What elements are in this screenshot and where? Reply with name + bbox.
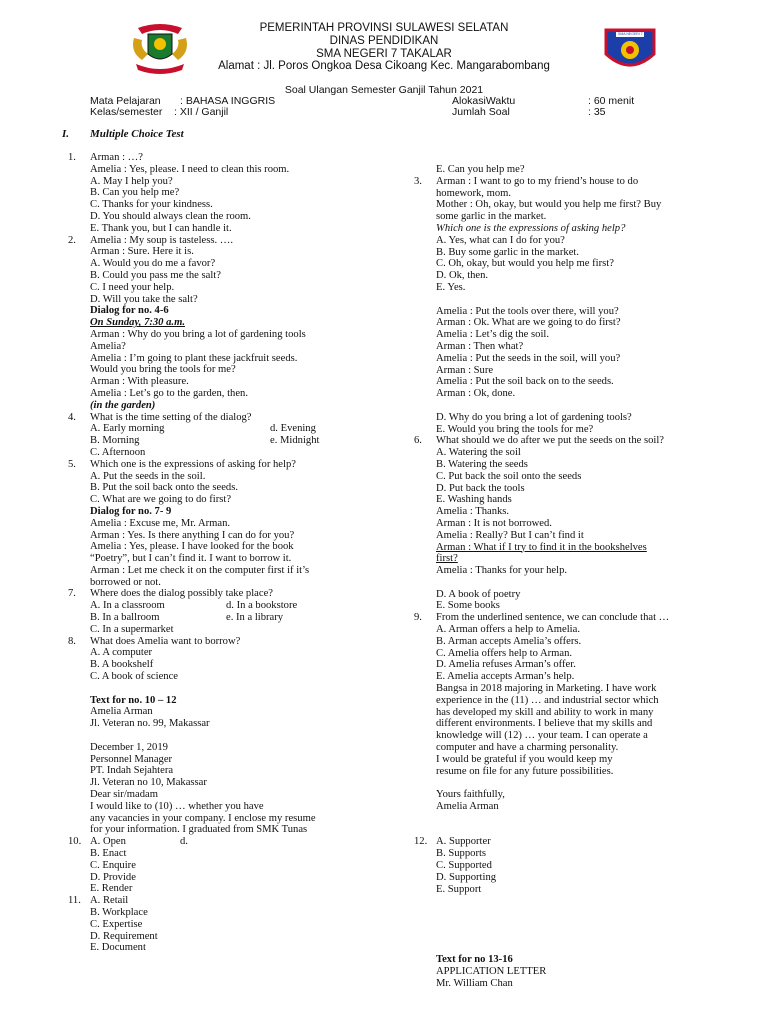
line-text: Amelia : Excuse me, Mr. Arman. (90, 517, 231, 529)
question-number: 3. (414, 175, 422, 187)
line-text: Amelia : Put the soil back on to the seeds. (436, 376, 614, 388)
right-line (414, 188, 754, 200)
line-text: D. A book of poetry (436, 588, 521, 600)
right-line (414, 365, 754, 377)
line-text: Amelia Arman (90, 706, 153, 718)
line-text: E. Render (90, 883, 133, 895)
line-text: computer and have a charming personality. (436, 742, 619, 754)
line-text: PT. Indah Sejahtera (90, 765, 174, 777)
right-line (414, 730, 754, 742)
line-text: Yours faithfully, (436, 789, 505, 801)
line-text: E. Some books (436, 600, 500, 612)
left-line (68, 423, 398, 435)
line-text: Arman : Let me check it on the computer first if it’s (90, 564, 310, 576)
right-line (414, 848, 754, 860)
line-text: Arman : Sure. Here it is. (90, 246, 194, 258)
left-line (68, 329, 398, 341)
line-text: C. In a supermarket (90, 623, 174, 635)
line-text: E. Can you help me? (436, 164, 525, 175)
left-line (68, 801, 398, 813)
line-text: knowledge will (12) … your team. I can operate a (436, 730, 648, 742)
left-line (68, 494, 398, 506)
left-line (68, 883, 398, 895)
line-text: What is the time setting of the dialog? (90, 411, 252, 423)
line-text: B. Watering the seeds (436, 458, 528, 470)
left-line (68, 624, 398, 636)
line-text: any vacancies in your company. I enclose my resume (90, 812, 316, 824)
line-text: Would you bring the tools for me? (90, 364, 236, 376)
line-text: B. Could you pass me the salt? (90, 269, 221, 281)
right-line (414, 671, 754, 683)
left-line (68, 742, 398, 754)
line-text: E. Amelia accepts Arman’s help. (436, 671, 575, 683)
line-text: some garlic in the market. (436, 211, 547, 223)
left-line (68, 789, 398, 801)
right-line (414, 589, 754, 601)
left-line (68, 530, 398, 542)
line-text: A. Arman offers a help to Amelia. (436, 624, 580, 636)
right-line (414, 919, 754, 931)
line-text: Arman : …? (90, 152, 143, 163)
line-text: E. Document (90, 942, 146, 954)
right-line (414, 412, 754, 424)
right-line (414, 742, 754, 754)
left-line (68, 400, 398, 412)
left-line (68, 695, 398, 707)
right-line (414, 199, 754, 211)
right-line (414, 836, 754, 848)
right-line (414, 636, 754, 648)
left-line (68, 518, 398, 530)
line-text: Personnel Manager (90, 753, 173, 765)
line-text: Arman : Then what? (436, 340, 524, 352)
left-line (68, 282, 398, 294)
line-text: E. Yes. (436, 281, 466, 293)
line-text: Where does the dialog possibly take place? (90, 588, 273, 600)
line-text: I would like to (10) … whether you have (90, 800, 264, 812)
left-line (68, 553, 398, 565)
left-line (68, 471, 398, 483)
right-line (414, 966, 754, 978)
line-text: A. Would you do me a favor? (90, 258, 216, 270)
line-text: B. A bookshelf (90, 659, 154, 671)
left-line (68, 612, 398, 624)
right-line (414, 211, 754, 223)
line-text: A. Yes, what can I do for you? (436, 234, 565, 246)
left-line (68, 305, 398, 317)
line-text: Amelia : Thanks. (436, 506, 510, 518)
line-text: (in the garden) (90, 399, 156, 411)
left-line (68, 577, 398, 589)
question-number: 11. (68, 895, 81, 907)
right-line (414, 754, 754, 766)
right-line (414, 860, 754, 872)
line-text: C. Amelia offers help to Arman. (436, 647, 573, 659)
line-text: different environments. I believe that my skills and (436, 718, 653, 730)
left-line (68, 317, 398, 329)
line-text: On Sunday, 7:30 a.m. (90, 317, 185, 329)
line-text: E. Washing hands (436, 494, 512, 506)
question-number: 6. (414, 435, 422, 447)
line-text: Mr. William Chan (436, 977, 513, 989)
left-line (68, 482, 398, 494)
left-line (68, 223, 398, 235)
option-right: d. In a bookstore (226, 600, 298, 612)
left-line (68, 565, 398, 577)
subject-value: : BAHASA INGGRIS (180, 95, 276, 107)
left-line (68, 659, 398, 671)
left-line (68, 647, 398, 659)
left-line (68, 447, 398, 459)
left-line (68, 588, 398, 600)
line-text: C. Oh, okay, but would you help me first? (436, 258, 614, 270)
line-text: I would be grateful if you would keep my (436, 753, 613, 765)
right-line (414, 223, 754, 235)
right-line (414, 176, 754, 188)
question-number: 4. (68, 411, 76, 423)
question-number: 10. (68, 836, 82, 848)
right-line (414, 506, 754, 518)
line-text: resume on file for any future possibilities. (436, 765, 614, 777)
line-text: Amelia : Thanks for your help. (436, 565, 568, 577)
line-text: D. Requirement (90, 930, 158, 942)
time-label: AlokasiWaktu (452, 95, 516, 107)
left-line (68, 824, 398, 836)
subject-label: Mata Pelajaran (90, 95, 161, 107)
right-line (414, 565, 754, 577)
header-address: Alamat : Jl. Poros Ongkoa Desa Cikoang Kec. Mangarabombang (218, 60, 550, 72)
left-line (68, 412, 398, 424)
line-text: Amelia : Let’s dig the soil. (436, 329, 549, 341)
left-line (68, 294, 398, 306)
line-text: experience in the (11) … and industrial sector which (436, 694, 659, 706)
right-line (414, 424, 754, 436)
line-text: for your information. I graduated from SMK Tunas (90, 824, 308, 836)
right-line (414, 718, 754, 730)
right-line (414, 542, 754, 554)
line-text: E. Thank you, but I can handle it. (90, 222, 232, 234)
option-right: d. Evening (270, 423, 316, 435)
right-line (414, 400, 754, 412)
right-line (414, 341, 754, 353)
line-text: From the underlined sentence, we can conclude that … (436, 612, 670, 624)
line-text: B. Buy some garlic in the market. (436, 246, 579, 258)
line-text: A. Supporter (436, 836, 491, 848)
section-title: Multiple Choice Test (90, 128, 184, 140)
class-value: : XII / Ganjil (174, 106, 229, 118)
right-line (414, 978, 754, 990)
line-text: B. In a ballroom (90, 612, 160, 624)
left-line (68, 353, 398, 365)
left-line (68, 919, 398, 931)
left-line (68, 895, 398, 907)
line-text: Amelia : My soup is tasteless. …. (90, 234, 234, 246)
section-number: I. (62, 128, 70, 140)
right-line (414, 954, 754, 966)
question-number: 9. (414, 612, 422, 624)
line-text: “Poetry”, but I can’t find it. I want to borrow it. (90, 553, 292, 565)
line-text: Amelia? (90, 340, 126, 352)
line-text: A. Put the seeds in the soil. (90, 470, 206, 482)
left-column (68, 152, 398, 954)
left-line (68, 364, 398, 376)
right-line (414, 577, 754, 589)
line-text: Arman : Ok, done. (436, 388, 516, 400)
right-line (414, 247, 754, 259)
line-text: What does Amelia want to borrow? (90, 635, 241, 647)
right-line (414, 447, 754, 459)
right-column (414, 164, 754, 990)
line-text: Arman : Sure (436, 364, 494, 376)
line-text: Arman : What if I try to find it in the bookshelves (436, 541, 647, 553)
line-text: D. You should always clean the room. (90, 210, 251, 222)
line-text: Arman : With pleasure. (90, 376, 189, 388)
line-text: Dialog for no. 7- 9 (90, 505, 172, 517)
right-line (414, 270, 754, 282)
left-line (68, 683, 398, 695)
left-line (68, 636, 398, 648)
line-text: APPLICATION LETTER (436, 966, 547, 978)
right-line (414, 471, 754, 483)
right-line (414, 766, 754, 778)
left-line (68, 730, 398, 742)
left-line (68, 435, 398, 447)
right-line (414, 376, 754, 388)
line-text: C. Supported (436, 860, 492, 872)
class-label: Kelas/semester (90, 106, 163, 118)
line-text: A. Retail (90, 895, 129, 907)
left-line (68, 388, 398, 400)
line-text: A. Open (90, 836, 126, 848)
left-line (68, 376, 398, 388)
right-line (414, 282, 754, 294)
header-line-3: SMA NEGERI 7 TAKALAR (316, 48, 452, 60)
line-text: D. Will you take the salt? (90, 293, 198, 305)
line-text: A. In a classroom (90, 600, 165, 612)
left-line (68, 270, 398, 282)
line-text: A. Watering the soil (436, 447, 521, 459)
line-text: Text for no 13-16 (436, 954, 513, 966)
time-value: : 60 menit (588, 95, 635, 107)
left-line (68, 258, 398, 270)
left-line (68, 777, 398, 789)
left-line (68, 942, 398, 954)
left-line (68, 706, 398, 718)
right-line (414, 801, 754, 813)
line-text: C. Afternoon (90, 446, 146, 458)
logo-right-text: SMA NEGERI 7 (618, 32, 643, 36)
line-text: What should we do after we put the seeds on the soil? (436, 435, 664, 447)
line-text: E. Support (436, 883, 482, 895)
line-text: borrowed or not. (90, 576, 161, 588)
line-text: December 1, 2019 (90, 741, 168, 753)
left-line (68, 459, 398, 471)
right-line (414, 435, 754, 447)
line-text: D. Why do you bring a lot of gardening tools? (436, 411, 632, 423)
right-line (414, 530, 754, 542)
left-line (68, 754, 398, 766)
line-text: Amelia : Put the seeds in the soil, will you? (436, 352, 621, 364)
right-line (414, 612, 754, 624)
line-text: Which one is the expressions of asking help? (436, 222, 626, 234)
right-line (414, 388, 754, 400)
line-text: Text for no. 10 – 12 (90, 694, 177, 706)
right-line (414, 329, 754, 341)
line-text: Dear sir/madam (90, 789, 158, 801)
line-text: B. Enact (90, 848, 127, 860)
line-text: Amelia : Yes, please. I need to clean this room. (90, 163, 290, 175)
line-text: D. Provide (90, 871, 136, 883)
line-text: Arman : It is not borrowed. (436, 517, 552, 529)
line-text: Arman : I want to go to my friend’s house to do (436, 175, 639, 187)
line-text: Amelia : I’m going to plant these jackfruit seeds. (90, 352, 298, 364)
left-line (68, 848, 398, 860)
right-line (414, 235, 754, 247)
right-line (414, 600, 754, 612)
line-text: Mother : Oh, okay, but would you help me first? Buy (436, 199, 662, 211)
header-line-2: DINAS PENDIDIKAN (329, 35, 439, 47)
question-number: 1. (68, 152, 76, 163)
line-text: Jl. Veteran no 10, Makassar (90, 777, 207, 789)
left-line (68, 907, 398, 919)
right-line (414, 518, 754, 530)
left-line (68, 211, 398, 223)
count-value: : 35 (588, 106, 606, 118)
right-line (414, 695, 754, 707)
line-text: B. Supports (436, 848, 487, 860)
left-line (68, 152, 398, 164)
question-number: 12. (414, 836, 428, 848)
line-text: D. Put back the tools (436, 482, 525, 494)
left-line (68, 671, 398, 683)
right-line (414, 943, 754, 955)
line-text: Arman : Yes. Is there anything I can do for you? (90, 529, 295, 541)
question-number: 7. (68, 588, 76, 600)
line-text: D. Amelia refuses Arman’s offer. (436, 659, 576, 671)
line-text: A. Early morning (90, 423, 165, 435)
line-text: Amelia : Really? But I can’t find it (436, 529, 584, 541)
left-line (68, 341, 398, 353)
right-line (414, 553, 754, 565)
line-text: has developed my skill and ability to work in many (436, 706, 654, 718)
right-line (414, 483, 754, 495)
right-line (414, 624, 754, 636)
line-text: B. Morning (90, 435, 140, 447)
left-line (68, 506, 398, 518)
line-text: A. May I help you? (90, 175, 173, 187)
line-text: C. A book of science (90, 671, 178, 683)
line-text: first? (436, 553, 458, 565)
left-line (68, 836, 398, 848)
right-line (414, 907, 754, 919)
line-text: Jl. Veteran no. 99, Makassar (90, 718, 210, 730)
right-line (414, 164, 754, 176)
left-line (68, 164, 398, 176)
line-text: B. Workplace (90, 907, 148, 918)
line-text: C. Thanks for your kindness. (90, 199, 213, 211)
line-text: Amelia Arman (436, 801, 499, 813)
right-line (414, 789, 754, 801)
line-text: C. Enquire (90, 859, 136, 871)
option-right: d. (180, 836, 188, 848)
left-line (68, 246, 398, 258)
left-line (68, 176, 398, 188)
left-line (68, 600, 398, 612)
left-line (68, 872, 398, 884)
left-line (68, 860, 398, 872)
line-text: B. Put the soil back onto the seeds. (90, 482, 239, 494)
question-number: 5. (68, 458, 76, 470)
right-line (414, 825, 754, 837)
right-line (414, 659, 754, 671)
line-text: Which one is the expressions of asking for help? (90, 458, 296, 470)
right-line (414, 459, 754, 471)
line-text: Arman : Ok. What are we going to do first? (436, 317, 621, 329)
right-line (414, 931, 754, 943)
line-text: homework, mom. (436, 187, 512, 199)
option-right: e. In a library (226, 612, 284, 624)
line-text: Amelia : Let’s go to the garden, then. (90, 387, 248, 399)
left-line (68, 813, 398, 825)
option-right: e. Midnight (270, 435, 320, 447)
exam-title: Soal Ulangan Semester Ganjil Tahun 2021 (284, 84, 484, 96)
line-text: Bangsa in 2018 majoring in Marketing. I have work (436, 683, 657, 695)
right-line (414, 813, 754, 825)
right-line (414, 353, 754, 365)
line-text: D. Ok, then. (436, 270, 489, 282)
right-line (414, 872, 754, 884)
line-text: C. Expertise (90, 918, 143, 930)
left-line (68, 199, 398, 211)
count-label: Jumlah Soal (452, 106, 510, 118)
left-line (68, 718, 398, 730)
question-number: 2. (68, 234, 76, 246)
line-text: B. Arman accepts Amelia’s offers. (436, 635, 582, 647)
right-line (414, 884, 754, 896)
right-line (414, 494, 754, 506)
right-line (414, 317, 754, 329)
right-line (414, 683, 754, 695)
right-line (414, 258, 754, 270)
line-text: Arman : Why do you bring a lot of gardening tools (90, 328, 306, 340)
left-line (68, 541, 398, 553)
left-line (68, 931, 398, 943)
line-text: C. Put back the soil onto the seeds (436, 470, 582, 482)
line-text: E. Would you bring the tools for me? (436, 423, 594, 435)
line-text: B. Can you help me? (90, 187, 180, 199)
right-line (414, 306, 754, 318)
left-line (68, 187, 398, 199)
right-line (414, 648, 754, 660)
line-text: A. A computer (90, 647, 153, 659)
right-line (414, 707, 754, 719)
right-line (414, 294, 754, 306)
line-text: C. I need your help. (90, 281, 175, 293)
line-text: Amelia : Put the tools over there, will you? (436, 305, 619, 317)
right-line (414, 777, 754, 789)
line-text: Dialog for no. 4-6 (90, 305, 169, 317)
left-line (68, 235, 398, 247)
right-line (414, 895, 754, 907)
line-text: D. Supporting (436, 871, 497, 883)
line-text: C. What are we going to do first? (90, 494, 232, 506)
header-line-1: PEMERINTAH PROVINSI SULAWESI SELATAN (259, 22, 509, 34)
left-line (68, 765, 398, 777)
line-text: Amelia : Yes, please. I have looked for the book (90, 541, 294, 553)
question-number: 8. (68, 635, 76, 647)
